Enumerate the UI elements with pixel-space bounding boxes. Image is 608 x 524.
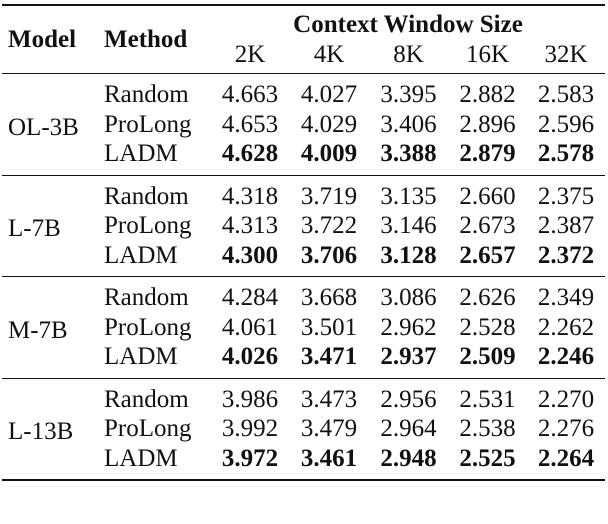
method-column-header: Method bbox=[104, 25, 188, 53]
value-cell: 4.300 bbox=[221, 241, 279, 269]
value-cell: 3.471 bbox=[300, 343, 358, 370]
method-name-cell: ProLong bbox=[104, 110, 192, 138]
value-cell: 3.473 bbox=[300, 385, 358, 413]
value-cell: 2.882 bbox=[459, 81, 516, 108]
value-cell: 2.964 bbox=[380, 415, 437, 442]
value-cell: 4.663 bbox=[221, 81, 279, 108]
size-header-8k: 8K bbox=[393, 40, 424, 68]
value-cell: 3.461 bbox=[300, 444, 358, 472]
value-cell: 2.596 bbox=[537, 110, 595, 138]
method-name-cell: LADM bbox=[104, 343, 178, 370]
table-row bbox=[2, 277, 605, 313]
method-name-cell: ProLong bbox=[104, 313, 192, 341]
value-cell: 2.375 bbox=[537, 182, 595, 210]
method-name-cell: ProLong bbox=[104, 415, 192, 442]
model-name-cell: OL-3B bbox=[8, 113, 79, 141]
value-cell: 3.479 bbox=[300, 415, 358, 442]
value-cell: 2.660 bbox=[459, 182, 516, 210]
value-cell: 3.986 bbox=[221, 385, 279, 413]
value-cell: 4.284 bbox=[221, 284, 279, 311]
value-cell: 4.061 bbox=[221, 313, 279, 341]
value-cell: 4.628 bbox=[221, 140, 279, 167]
value-cell: 2.948 bbox=[380, 444, 437, 472]
value-cell: 3.722 bbox=[300, 212, 358, 239]
value-cell: 3.146 bbox=[380, 212, 437, 239]
value-cell: 2.525 bbox=[459, 444, 516, 472]
method-name-cell: Random bbox=[104, 385, 189, 413]
value-cell: 2.349 bbox=[537, 284, 595, 311]
value-cell: 2.956 bbox=[380, 385, 437, 413]
value-cell: 3.972 bbox=[221, 444, 279, 472]
value-cell: 3.501 bbox=[300, 313, 358, 341]
method-name-cell: ProLong bbox=[104, 212, 192, 239]
size-header-4k: 4K bbox=[313, 40, 345, 68]
model-name-cell: L-7B bbox=[8, 215, 61, 242]
value-cell: 2.262 bbox=[537, 313, 595, 341]
value-cell: 3.395 bbox=[380, 81, 437, 108]
value-cell: 4.313 bbox=[221, 212, 279, 239]
size-header-2k: 2K bbox=[234, 40, 266, 68]
table-row bbox=[2, 379, 605, 415]
value-cell: 3.706 bbox=[300, 241, 358, 269]
value-cell: 4.026 bbox=[221, 343, 279, 370]
value-cell: 2.246 bbox=[537, 343, 595, 370]
size-header-32k: 32K bbox=[544, 40, 588, 68]
value-cell: 2.657 bbox=[459, 241, 516, 269]
value-cell: 2.270 bbox=[537, 385, 595, 413]
value-cell: 3.719 bbox=[300, 182, 358, 210]
context-window-results-table bbox=[2, 4, 605, 481]
value-cell: 2.879 bbox=[459, 140, 516, 167]
value-cell: 4.027 bbox=[300, 81, 358, 108]
value-cell: 2.276 bbox=[537, 415, 595, 442]
method-name-cell: Random bbox=[104, 284, 189, 311]
table-body bbox=[2, 74, 605, 482]
header-row-group bbox=[2, 6, 605, 40]
value-cell: 2.372 bbox=[537, 241, 595, 269]
value-cell: 2.538 bbox=[459, 415, 516, 442]
table-row bbox=[2, 74, 605, 110]
value-cell: 3.668 bbox=[300, 284, 358, 311]
model-column-header: Model bbox=[8, 25, 77, 53]
value-cell: 2.962 bbox=[380, 313, 437, 341]
value-cell: 2.578 bbox=[537, 140, 595, 167]
value-cell: 2.896 bbox=[459, 110, 516, 138]
value-cell: 4.318 bbox=[221, 182, 279, 210]
value-cell: 3.992 bbox=[221, 415, 279, 442]
value-cell: 2.583 bbox=[537, 81, 595, 108]
value-cell: 3.388 bbox=[380, 140, 437, 167]
table-row bbox=[2, 176, 605, 212]
value-cell: 3.135 bbox=[380, 182, 437, 210]
method-name-cell: Random bbox=[104, 81, 189, 108]
value-cell: 3.086 bbox=[380, 284, 437, 311]
value-cell: 4.029 bbox=[300, 110, 358, 138]
bottom-rule bbox=[2, 480, 605, 481]
method-name-cell: LADM bbox=[104, 241, 178, 269]
size-header-16k: 16K bbox=[465, 40, 510, 68]
value-cell: 4.009 bbox=[300, 140, 358, 167]
value-cell: 2.673 bbox=[459, 212, 516, 239]
value-cell: 2.531 bbox=[459, 385, 516, 413]
value-cell: 3.128 bbox=[380, 241, 437, 269]
value-cell: 2.264 bbox=[537, 444, 595, 472]
value-cell: 4.653 bbox=[221, 110, 279, 138]
method-name-cell: LADM bbox=[104, 444, 178, 472]
value-cell: 2.937 bbox=[380, 343, 437, 370]
value-cell: 2.626 bbox=[459, 284, 516, 311]
context-window-size-header: Context Window Size bbox=[293, 11, 523, 38]
value-cell: 2.509 bbox=[459, 343, 516, 370]
value-cell: 2.528 bbox=[459, 313, 516, 341]
value-cell: 3.406 bbox=[380, 110, 437, 138]
model-name-cell: M-7B bbox=[8, 316, 68, 344]
method-name-cell: Random bbox=[104, 182, 189, 210]
method-name-cell: LADM bbox=[104, 140, 178, 167]
model-name-cell: L-13B bbox=[8, 418, 74, 445]
value-cell: 2.387 bbox=[537, 212, 595, 239]
